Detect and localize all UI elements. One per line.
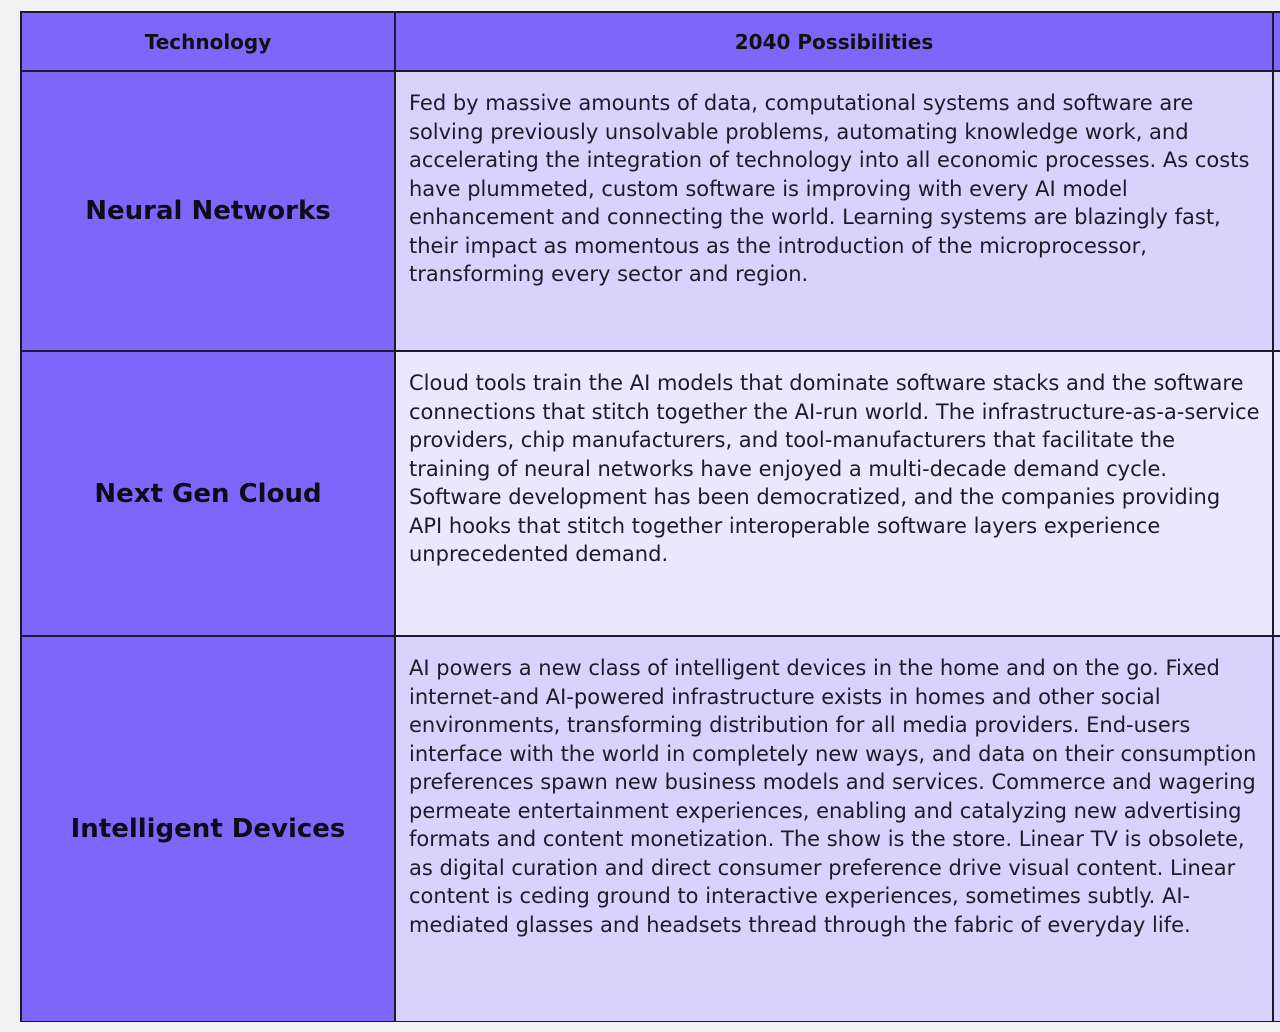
column-header-possibilities: 2040 Possibilities <box>395 12 1273 71</box>
table-header-row <box>21 12 1280 71</box>
possibilities-cell: AI powers a new class of intelligent devices in the home and on the go. Fixed internet-and AI-powered infrastructure exists in homes and other social environments, transforming distribution for all media providers. End-users interface with the world in completely new ways, and data on their consumption preferences spawn new business models and services. Commerce and wagering permeate entertainment experiences, enabling and catalyzing new advertising formats and content monetization. The show is the store. Linear TV is obsolete, as digital curation and direct consumer preference drive visual content. Linear content is ceding ground to interactive experiences, sometimes subtly. AI-mediated glasses and headsets thread through the fabric of everyday life. <box>395 636 1273 1022</box>
extra-cell <box>1273 351 1280 636</box>
table-row <box>21 351 1280 636</box>
possibilities-cell: Cloud tools train the AI models that dominate software stacks and the software connections that stitch together the AI-run world. The infrastructure-as-a-service providers, chip manufacturers, and tool-manufacturers that facilitate the training of neural networks have enjoyed a multi-decade demand cycle. Software development has been democratized, and the companies providing API hooks that stitch together interoperable software layers experience unprecedented demand. <box>395 351 1273 636</box>
extra-cell <box>1273 71 1280 351</box>
technology-cell: Intelligent Devices <box>21 636 395 1022</box>
technology-cell: Neural Networks <box>21 71 395 351</box>
table-row <box>21 636 1280 1022</box>
column-header-technology: Technology <box>21 12 395 71</box>
technology-table-container <box>20 11 1280 1022</box>
possibilities-cell: Fed by massive amounts of data, computational systems and software are solving previously unsolvable problems, automating knowledge work, and accelerating the integration of technology into all economic processes. As costs have plummeted, custom software is improving with every AI model enhancement and connecting the world. Learning systems are blazingly fast, their impact as momentous as the introduction of the microprocessor, transforming every sector and region. <box>395 71 1273 351</box>
extra-cell <box>1273 636 1280 1022</box>
table-row <box>21 71 1280 351</box>
technology-cell: Next Gen Cloud <box>21 351 395 636</box>
technology-table <box>20 11 1280 1022</box>
column-header-extra <box>1273 12 1280 71</box>
